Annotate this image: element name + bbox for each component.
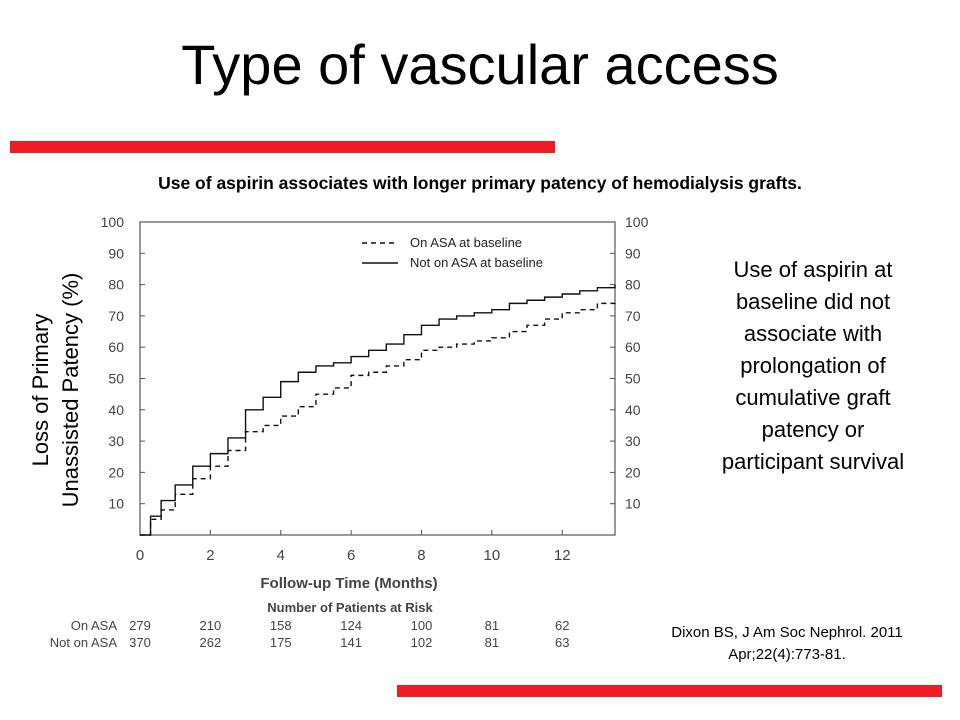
x-tick-label: 0 bbox=[135, 547, 145, 564]
y-axis-title-line2: Unassisted Patency (%) bbox=[58, 272, 83, 508]
y-tick-label-left: 90 bbox=[108, 245, 124, 262]
risk-cell: 62 bbox=[554, 618, 570, 633]
series-layer bbox=[140, 285, 615, 535]
risk-table bbox=[50, 618, 570, 650]
y-tick-label-left: 60 bbox=[108, 339, 124, 356]
y-tick-label-right: 90 bbox=[625, 245, 641, 262]
x-tick-label: 8 bbox=[417, 547, 426, 564]
x-tick-label: 2 bbox=[206, 547, 215, 564]
slide-title: Type of vascular access bbox=[181, 33, 779, 96]
x-tick-label: 12 bbox=[553, 547, 571, 564]
legend-label: Not on ASA at baseline bbox=[410, 255, 543, 270]
risk-table-title: Number of Patients at Risk bbox=[267, 600, 433, 615]
y-axis-title-line1: Loss of Primary bbox=[28, 313, 53, 467]
y-tick-label-left: 30 bbox=[108, 433, 124, 450]
accent-bar-bottom bbox=[397, 685, 942, 697]
risk-row-label: On ASA bbox=[70, 618, 117, 633]
x-tick-label: 10 bbox=[483, 547, 501, 564]
legend-label: On ASA at baseline bbox=[410, 235, 523, 250]
x-axis-title: Follow-up Time (Months) bbox=[260, 575, 438, 592]
risk-cell: 102 bbox=[410, 635, 433, 650]
y-tick-label-left: 20 bbox=[108, 464, 124, 481]
y-tick-label-right: 30 bbox=[625, 433, 641, 450]
risk-row-label: Not on ASA bbox=[49, 635, 117, 650]
risk-cell: 100 bbox=[410, 618, 433, 633]
y-tick-label-left: 100 bbox=[100, 214, 124, 230]
plot-frame bbox=[140, 222, 615, 535]
y-tick-label-right: 40 bbox=[625, 401, 641, 418]
risk-cell: 175 bbox=[269, 635, 292, 650]
y-tick-label-right: 80 bbox=[625, 276, 641, 293]
y-tick-label-left: 10 bbox=[108, 495, 124, 512]
y-tick-label-right: 100 bbox=[625, 214, 649, 230]
risk-cell: 262 bbox=[199, 635, 222, 650]
risk-cell: 81 bbox=[484, 635, 500, 650]
y-tick-label-left: 40 bbox=[108, 401, 124, 418]
risk-cell: 63 bbox=[554, 635, 570, 650]
x-tick-label: 6 bbox=[346, 547, 356, 564]
y-tick-label-right: 60 bbox=[625, 339, 641, 356]
risk-cell: 81 bbox=[484, 618, 500, 633]
citation bbox=[637, 622, 937, 666]
series-on-asa-line bbox=[140, 300, 615, 535]
y-tick-label-right: 20 bbox=[625, 464, 641, 481]
y-tick-label-right: 50 bbox=[625, 370, 641, 387]
risk-cell: 210 bbox=[199, 618, 222, 633]
y-tick-label-right: 70 bbox=[625, 307, 641, 324]
side-note: Use of aspirin at baseline did not associate with prolongation of cumulative graft patency or participant survival bbox=[721, 257, 905, 474]
risk-cell: 370 bbox=[129, 635, 151, 650]
y-tick-label-left: 50 bbox=[108, 370, 124, 387]
risk-cell: 279 bbox=[129, 618, 151, 633]
y-tick-label-left: 80 bbox=[108, 276, 124, 293]
citation-line1: Dixon BS, J Am Soc Nephrol. 2011 bbox=[671, 624, 903, 641]
chart-legend bbox=[362, 235, 543, 270]
y-ticks bbox=[101, 214, 649, 512]
series-not-on-asa-line bbox=[140, 285, 615, 535]
risk-cell: 124 bbox=[340, 618, 362, 633]
risk-cell: 158 bbox=[269, 618, 292, 633]
slide-subtitle: Use of aspirin associates with longer primary patency of hemodialysis grafts. bbox=[158, 173, 802, 193]
y-tick-label-right: 10 bbox=[625, 495, 641, 512]
x-tick-label: 4 bbox=[276, 547, 285, 564]
citation-line2: Apr;22(4):773-81. bbox=[728, 646, 846, 663]
risk-cell: 141 bbox=[340, 635, 362, 650]
y-tick-label-left: 70 bbox=[108, 307, 124, 324]
